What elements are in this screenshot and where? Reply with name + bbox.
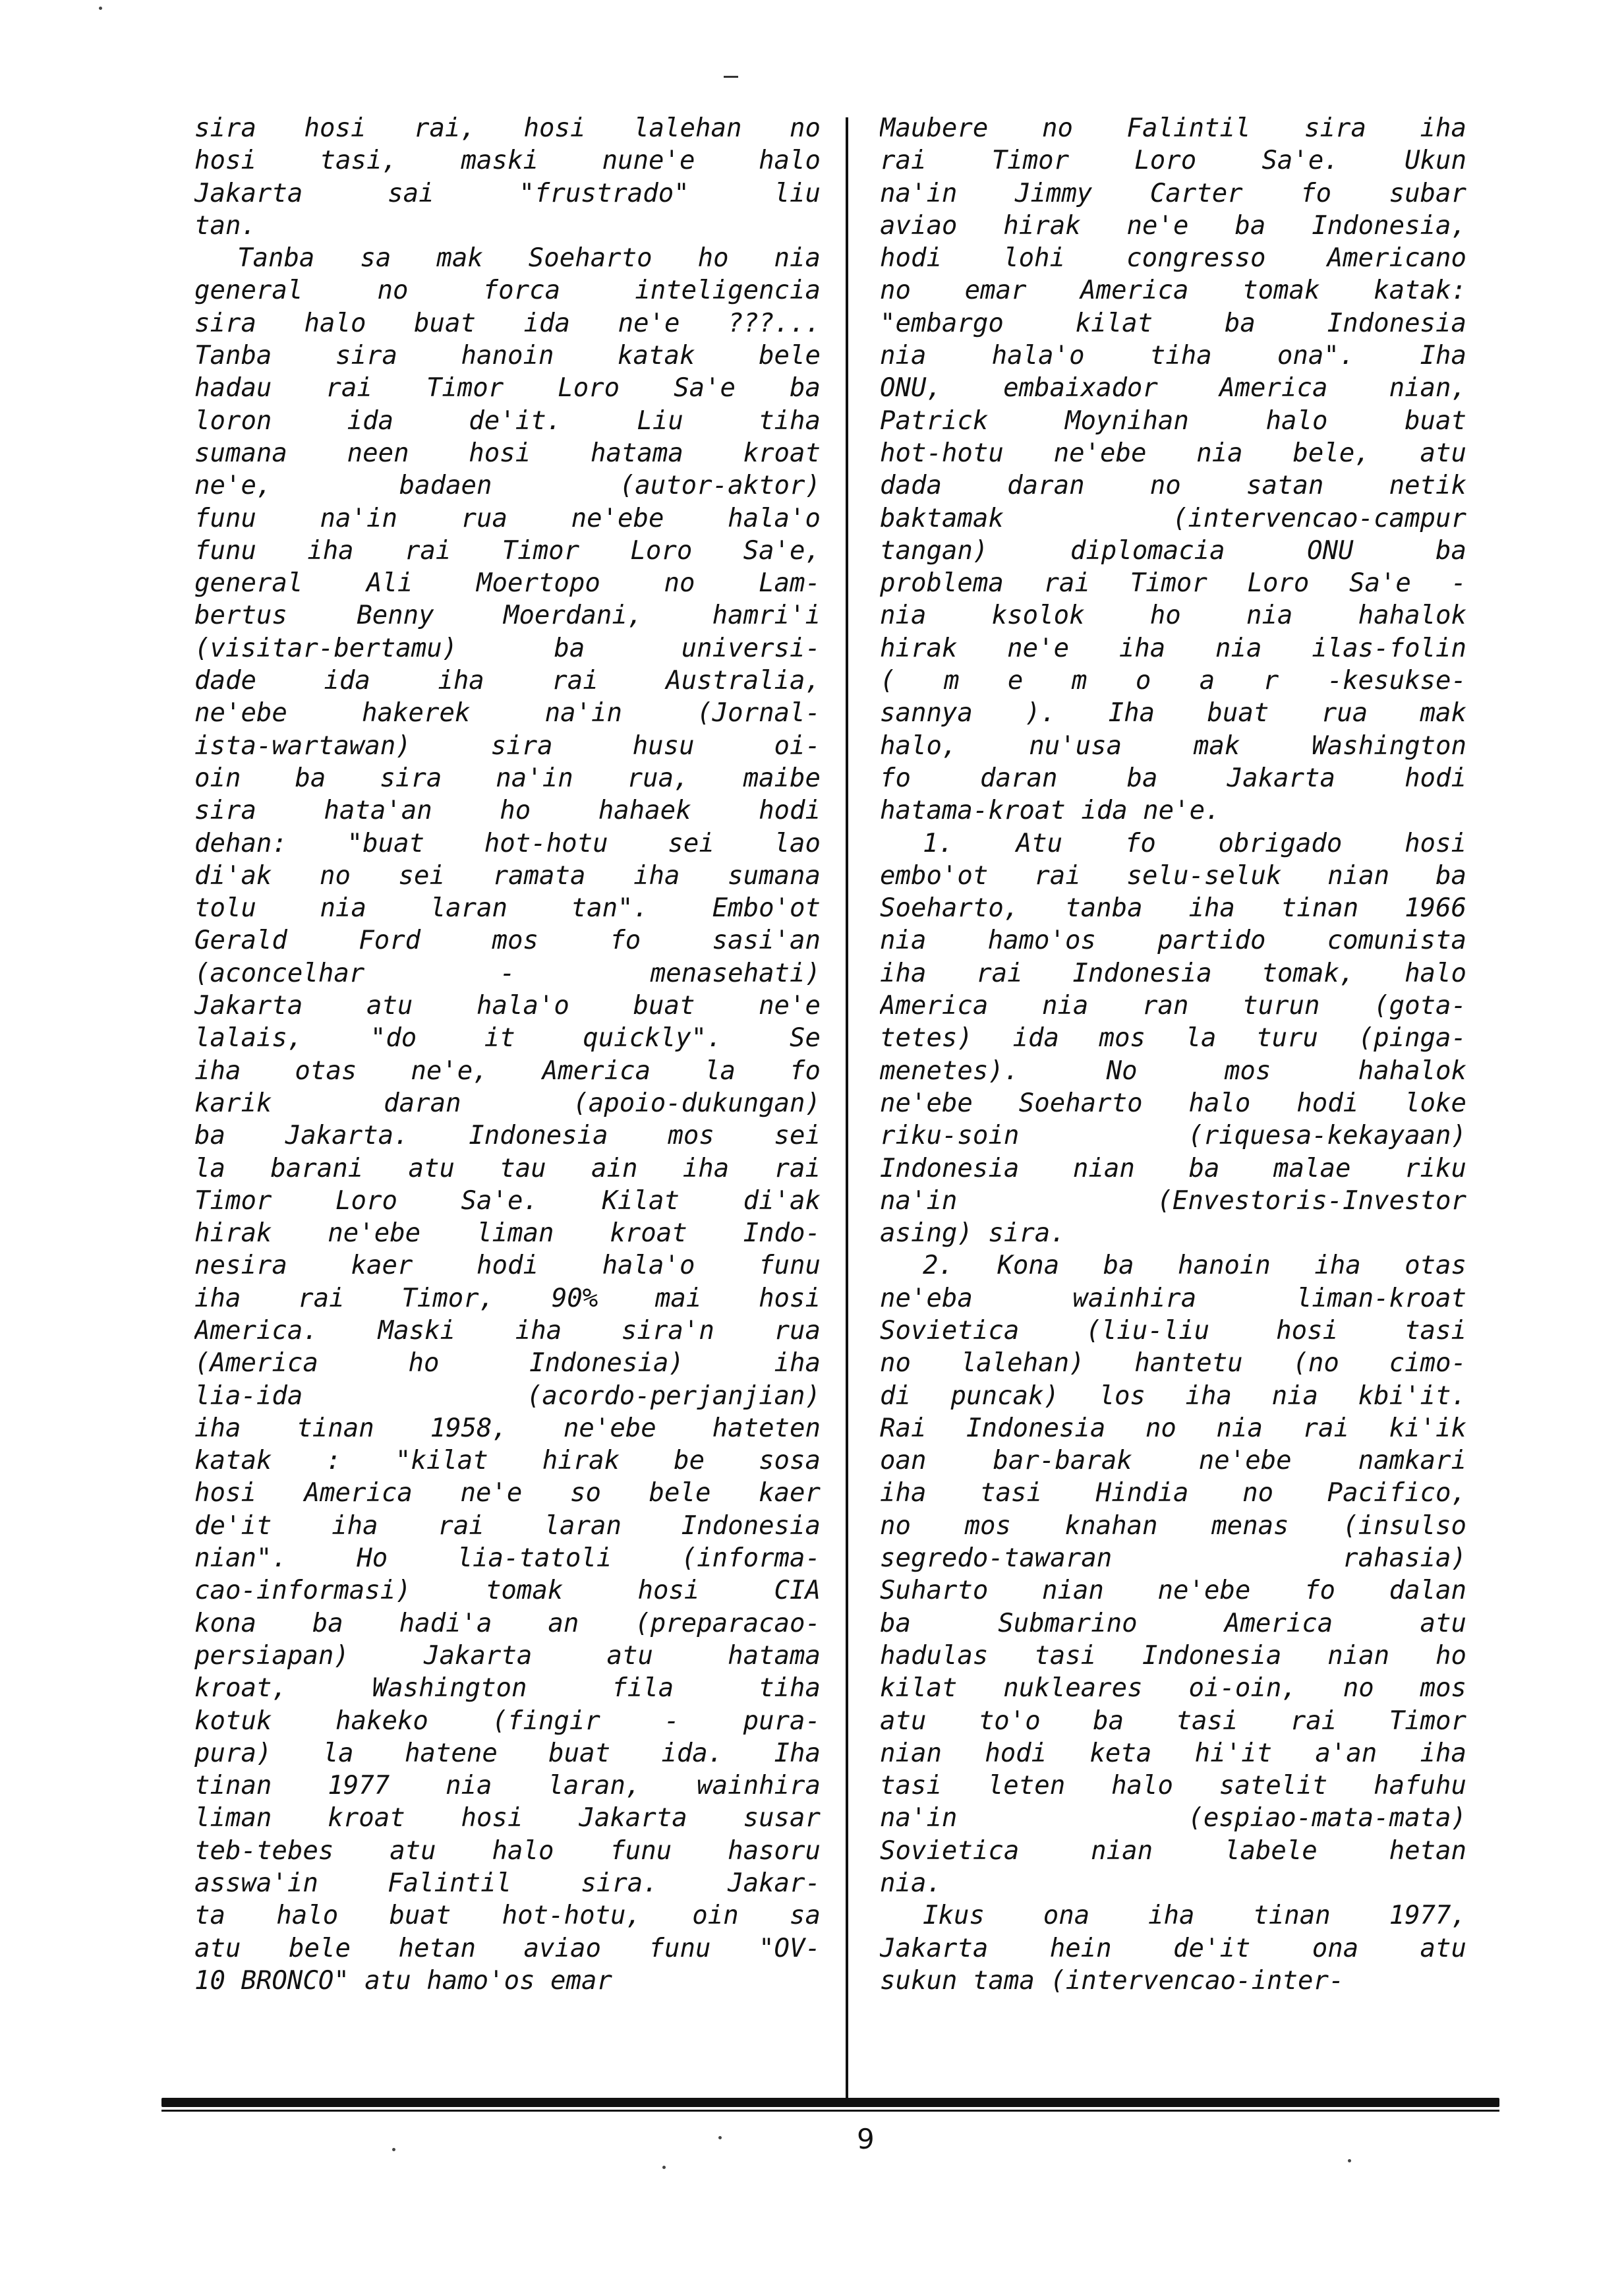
text-line: kilat nukleares oi-oin, no mos [880,1673,1466,1704]
text-line: na'in (espiao-mata-mata) [880,1803,1466,1833]
right-text-column [880,112,1466,1997]
text-line: Tanba sira hanoin katak bele [194,341,821,371]
text-line: hadau rai Timor Loro Sa'e ba [194,373,821,403]
column-divider [846,117,848,2102]
text-line: riku-soin (riquesa-kekayaan) [880,1121,1466,1151]
text-line: nia hamo'os partido comunista [880,926,1466,956]
text-line: persiapan) Jakarta atu hatama [194,1640,821,1671]
text-line: sira halo buat ida ne'e ???... [194,308,821,338]
page-number: 9 [857,2123,875,2155]
text-line: tasi leten halo satelit hafuhu [880,1771,1466,1801]
text-line: ba Jakarta. Indonesia mos sei [194,1121,821,1151]
text-line: 1. Atu fo obrigado hosi [923,828,1466,858]
scan-speck [718,2136,722,2139]
text-line: fo daran ba Jakarta hodi [880,763,1466,793]
text-line: hosi America ne'e so bele kaer [194,1478,821,1508]
text-line: embo'ot rai selu-seluk nian ba [880,860,1466,891]
text-line: ba Submarino America atu [880,1608,1466,1638]
text-line: menetes). No mos hahalok [880,1055,1466,1086]
text-line: Timor Loro Sa'e. Kilat di'ak [194,1185,821,1216]
text-line: oin ba sira na'in rua, maibe [194,763,821,793]
text-line: (visitar-bertamu) ba universi- [194,633,821,663]
text-line: general no forca inteligencia [194,276,821,306]
text-line: general Ali Moertopo no Lam- [194,568,821,599]
text-line: loron ida de'it. Liu tiha [194,405,821,436]
text-line: baktamak (intervencao-campur [880,503,1466,533]
text-line: no emar America tomak katak: [880,276,1466,306]
text-line: hirak ne'ebe liman kroat Indo- [194,1218,821,1249]
text-line: teb-tebes atu halo funu hasoru [194,1835,821,1866]
text-line: 10 BRONCO" atu hamo'os emar [194,1965,612,1996]
text-line: pura) la hatene buat ida. Iha [194,1738,821,1768]
text-line: (America ho Indonesia) iha [194,1348,821,1379]
text-line: tolu nia laran tan". Embo'ot [194,893,821,924]
text-line: Jakarta atu hala'o buat ne'e [194,991,821,1021]
text-line: atu bele hetan aviao funu "OV- [194,1933,821,1963]
text-line: sira hata'an ho hahaek hodi [194,796,821,826]
text-line: Soeharto, tanba iha tinan 1966 [880,893,1466,924]
text-line: asswa'in Falintil sira. Jakar- [194,1868,821,1899]
text-line: segredo-tawaran rahasia) [880,1543,1466,1574]
text-line: Rai Indonesia no nia rai ki'ik [880,1413,1466,1443]
text-line: 2. Kona ba hanoin iha otas [923,1251,1466,1281]
text-line: funu na'in rua ne'ebe hala'o [194,503,821,533]
text-line: kroat, Washington fila tiha [194,1673,821,1704]
text-line: Maubere no Falintil sira iha [880,113,1466,143]
text-line: ( m e m o a r -kesukse- [880,666,1466,696]
text-line: tan. [194,210,256,241]
text-line: hot-hotu ne'ebe nia bele, atu [880,438,1466,468]
text-line: hirak ne'e iha nia ilas-folin [880,633,1466,663]
text-line: ista-wartawan) sira husu oi- [194,730,821,761]
scan-speck [392,2148,395,2151]
text-line: nesira kaer hodi hala'o funu [194,1251,821,1281]
text-line: hosi tasi, maski nune'e halo [194,146,821,176]
text-line: Patrick Moynihan halo buat [880,405,1466,436]
text-line: di puncak) los iha nia kbi'it. [880,1381,1466,1411]
text-line: Gerald Ford mos fo sasi'an [194,926,821,956]
text-line: sira hosi rai, hosi lalehan no [194,113,821,143]
text-line: no lalehan) hantetu (no cimo- [880,1348,1466,1379]
text-line: Suharto nian ne'ebe fo dalan [880,1576,1466,1606]
text-line: hodi lohi congresso Americano [880,243,1466,274]
text-line: Jakarta hein de'it ona atu [880,1933,1466,1963]
text-line: ne'eba wainhira liman-kroat [880,1283,1466,1313]
left-text-column [194,112,821,1997]
text-line: atu to'o ba tasi rai Timor [880,1706,1466,1736]
text-line: rai Timor Loro Sa'e. Ukun [880,146,1466,176]
text-line: cao-informasi) tomak hosi CIA [194,1576,821,1606]
text-line: nia. [880,1868,942,1899]
text-line: "embargo kilat ba Indonesia [880,308,1466,338]
text-line: nia ksolok ho nia hahalok [880,601,1466,631]
text-line: no mos knahan menas (insulso [880,1510,1466,1541]
text-line: ta halo buat hot-hotu, oin sa [194,1901,821,1931]
text-line: dehan: "buat hot-hotu sei lao [194,828,821,858]
text-line: bertus Benny Moerdani, hamri'i [194,601,821,631]
text-line: iha tasi Hindia no Pacifico, [880,1478,1466,1508]
text-line: ONU, embaixador America nian, [880,373,1466,403]
text-line: asing) sira. [880,1218,1066,1249]
text-line: nian". Ho lia-tatoli (informa- [194,1543,821,1574]
text-line: (aconcelhar - menasehati) [194,958,821,988]
text-line: liman kroat hosi Jakarta susar [194,1803,821,1833]
text-line: Ikus ona iha tinan 1977, [923,1901,1466,1931]
text-line: kona ba hadi'a an (preparacao- [194,1608,821,1638]
text-line: Indonesia nian ba malae riku [880,1153,1466,1183]
text-line: iha rai Indonesia tomak, halo [880,958,1466,988]
text-line: na'in (Envestoris-Investor [880,1185,1466,1216]
scan-speck [1348,2159,1351,2162]
text-line: hadulas tasi Indonesia nian ho [880,1640,1466,1671]
text-line: Tanba sa mak Soeharto ho nia [237,243,821,274]
scan-speck [99,7,102,10]
text-line: lalais, "do it quickly". Se [194,1023,821,1054]
scan-speck [662,2166,666,2169]
text-line: iha tinan 1958, ne'ebe hateten [194,1413,821,1443]
text-line: funu iha rai Timor Loro Sa'e, [194,535,821,566]
text-line: halo, nu'usa mak Washington [880,730,1466,761]
text-line: Sovietica (liu-liu hosi tasi [880,1315,1466,1346]
text-line: nian hodi keta hi'it a'an iha [880,1738,1466,1768]
text-line: America nia ran turun (gota- [880,991,1466,1021]
text-line: sukun tama (intervencao-inter- [880,1965,1345,1996]
text-line: Jakarta sai "frustrado" liu [194,178,821,208]
text-line: tinan 1977 nia laran, wainhira [194,1771,821,1801]
text-line: dade ida iha rai Australia, [194,666,821,696]
text-line: ne'e, badaen (autor-aktor) [194,471,821,501]
text-line: oan bar-barak ne'ebe namkari [880,1446,1466,1476]
text-line: tetes) ida mos la turu (pinga- [880,1023,1466,1054]
text-line: problema rai Timor Loro Sa'e - [880,568,1466,599]
text-line: karik daran (apoio-dukungan) [194,1088,821,1118]
text-line: tangan) diplomacia ONU ba [880,535,1466,566]
bottom-rule [161,2098,1499,2107]
text-line: iha otas ne'e, America la fo [194,1055,821,1086]
text-line: sannya ). Iha buat rua mak [880,698,1466,728]
text-line: iha rai Timor, 90% mai hosi [194,1283,821,1313]
text-line: nia hala'o tiha ona". Iha [880,341,1466,371]
text-line: sumana neen hosi hatama kroat [194,438,821,468]
top-mark [724,76,738,78]
text-line: lia-ida (acordo-perjanjian) [194,1381,821,1411]
bottom-rule-thin [161,2110,1499,2112]
text-line: America. Maski iha sira'n rua [194,1315,821,1346]
text-line: di'ak no sei ramata iha sumana [194,860,821,891]
text-line: aviao hirak ne'e ba Indonesia, [880,210,1466,241]
text-line: na'in Jimmy Carter fo subar [880,178,1466,208]
text-line: katak : "kilat hirak be sosa [194,1446,821,1476]
text-line: ne'ebe Soeharto halo hodi loke [880,1088,1466,1118]
text-line: de'it iha rai laran Indonesia [194,1510,821,1541]
text-line: kotuk hakeko (fingir - pura- [194,1706,821,1736]
text-line: ne'ebe hakerek na'in (Jornal- [194,698,821,728]
text-line: dada daran no satan netik [880,471,1466,501]
text-line: la barani atu tau ain iha rai [194,1153,821,1183]
text-line: hatama-kroat ida ne'e. [880,796,1221,826]
text-line: Sovietica nian labele hetan [880,1835,1466,1866]
